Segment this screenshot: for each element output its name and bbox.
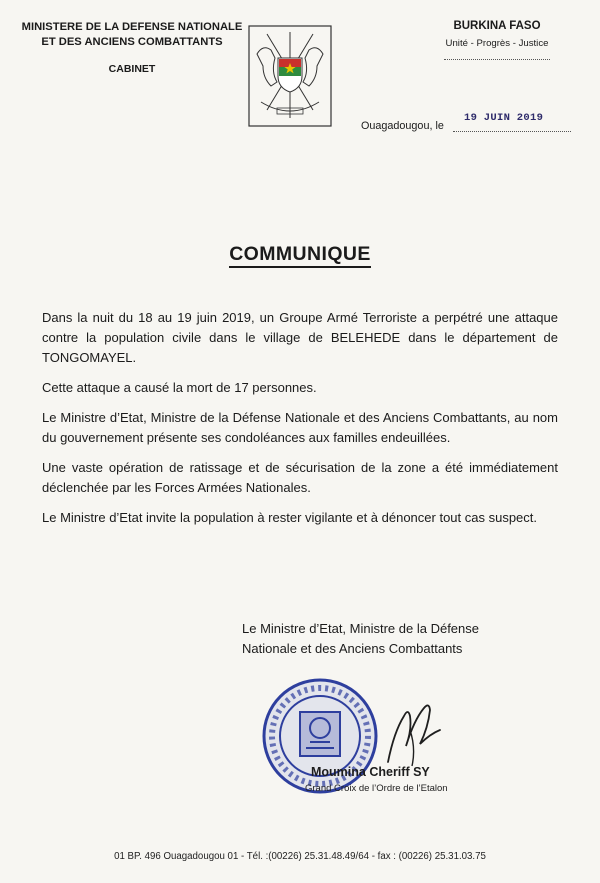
document-title-wrap (0, 243, 600, 266)
ministry-header (14, 20, 250, 77)
communique-body (42, 308, 558, 538)
footer-contact: 01 BP. 496 Ouagadougou 01 - Tél. :(00226) 25.31.48.49/64 - fax : (00226) 25.31.03.75 (114, 851, 486, 862)
signatory-name: Moumina Cheriff SY (311, 765, 430, 779)
paragraph: Le Ministre d’Etat, Ministre de la Défense Nationale et des Anciens Combattants, au nom du gouvernement présente ses condoléances aux familles endeuillées. (42, 410, 558, 445)
date-stamp: 19 JUIN 2019 (464, 112, 544, 124)
coat-of-arms-icon (247, 24, 333, 128)
ministry-line-2: ET DES ANCIENS COMBATTANTS (41, 36, 223, 48)
ministry-line-1: MINISTERE DE LA DEFENSE NATIONALE (21, 21, 243, 33)
document-title: COMMUNIQUE (229, 243, 371, 268)
handwritten-signature (380, 690, 450, 770)
country-name: BURKINA FASO (453, 20, 541, 32)
paragraph: Cette attaque a causé la mort de 17 personnes. (42, 380, 317, 395)
place-date-line (355, 112, 573, 136)
paragraph: Le Ministre d’Etat invite la population à rester vigilante et à dénoncer tout cas suspect. (42, 510, 538, 525)
signatory-title-line-2: Nationale et des Anciens Combattants (242, 641, 463, 656)
city-label: Ouagadougou, le (361, 120, 444, 132)
motto-rule (444, 59, 550, 60)
country-header (432, 20, 562, 60)
signatory-title (242, 619, 542, 659)
cabinet-label: CABINET (108, 63, 156, 75)
signatory-distinction: Grand Croix de l’Ordre de l’Etalon (305, 783, 448, 794)
paragraph: Dans la nuit du 18 au 19 juin 2019, un Groupe Armé Terroriste a perpétré une attaque contre la population civile dans le village de BELEHEDE dans le département de TONGOMAYEL. (42, 310, 558, 365)
date-dotted-line (453, 131, 571, 132)
paragraph: Une vaste opération de ratissage et de sécurisation de la zone a été immédiatement déclenchée par les Forces Armées Nationales. (42, 460, 558, 495)
national-motto: Unité - Progrès - Justice (445, 38, 549, 49)
signatory-title-line-1: Le Ministre d’Etat, Ministre de la Défense (242, 621, 479, 636)
